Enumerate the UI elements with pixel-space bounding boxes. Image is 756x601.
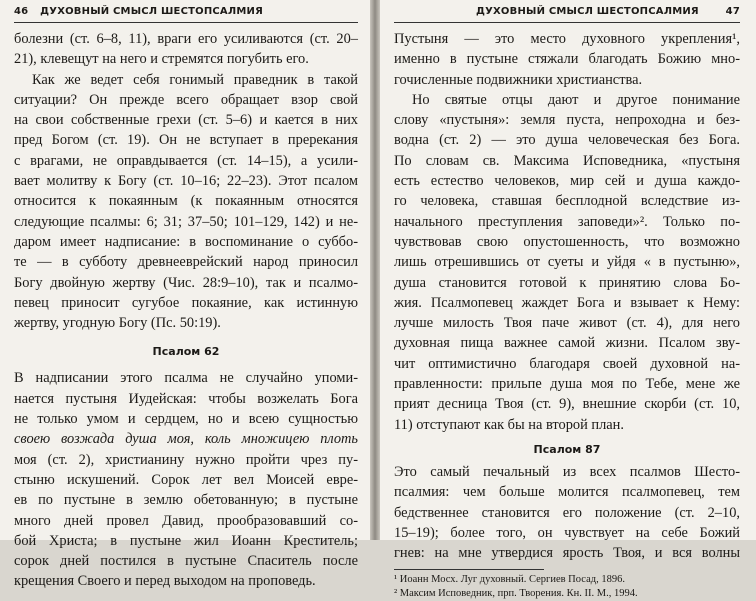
text-line: сорок дней постился в пустыне Спаситель после: [14, 553, 358, 570]
text-line: В надписании этого псалма не случайно упоми-: [14, 370, 358, 387]
footnote-rule: [394, 569, 544, 570]
text-line: Это самый печальный из всех псалмов Шесто-: [394, 463, 740, 480]
text-line: нается пустыня Иудейская: чтобы возжелать Бога: [14, 390, 358, 407]
left-text-block-1: [14, 29, 358, 333]
text-line: лучше милость Твоя паче живот (ст. 4), для него: [394, 315, 740, 332]
left-header-rule: [14, 22, 358, 23]
text-line: правленности: прильпе душа моя по Тебе, мене же: [394, 376, 740, 393]
text-line: 15–19); более того, он чувствует на себе Божий: [394, 524, 740, 541]
right-header-title: ДУХОВНЫЙ СМЫСЛ ШЕСТОПСАЛМИЯ: [476, 6, 699, 17]
left-running-head: [14, 6, 358, 20]
text-line: прият десница Твоя (ст. 9), внешние скорби (ст. 10,: [394, 396, 740, 413]
right-text-block-2: [394, 462, 740, 563]
text-line: относится к покаянным (к покаянным относятся: [14, 193, 358, 210]
text-line: Богу двойную жертву (Чис. 28:9–10), так и псалмо-: [14, 274, 358, 291]
text-line: своею возжада душа моя, коль множицею плоть: [14, 431, 358, 448]
text-line: певец приносит сугубое покаяние, как истинную: [14, 294, 358, 311]
text-line: чувствовав свою опустошенность, что возможно: [394, 233, 740, 250]
text-line: начального преступления заповеди»². Только по-: [394, 213, 740, 230]
text-line: бой Христа; в пустыне жил Иоанн Креститель;: [14, 532, 358, 549]
section-heading-psalm-62: Псалом 62: [152, 345, 220, 359]
text-line: с врагами, не оправдывается (ст. 14–15), а усили-: [14, 152, 358, 169]
text-line: жия. Псалмопевец жаждет Бога и взывает к Нему:: [394, 294, 740, 311]
text-line: бедственнее становится его положение (ст. 2–10,: [394, 504, 740, 521]
text-line: ситуации? Он прежде всего обращает взор свой: [14, 91, 358, 108]
right-page-number: 47: [725, 6, 740, 17]
right-running-head: [394, 6, 740, 20]
text-line: лишь отрешившись от суеты и уйдя « в пустыню»,: [394, 254, 740, 271]
text-line: духовная пища важнее самой жизни. Псалом зву-: [394, 335, 740, 352]
section-heading-psalm-87: Псалом 87: [533, 442, 601, 456]
text-line: крещения Своего и перед выходом на проповедь.: [14, 573, 316, 590]
text-line: именно в пустыне стяжали благодать Божию мно-: [394, 51, 740, 68]
text-line: го человека, ставшая бесплодной вследствие из-: [394, 193, 740, 210]
text-line: чит оптимистично благодаря своей духовной на-: [394, 355, 740, 372]
text-line: моя (ст. 2), христианину нужно пройти чрез пу-: [14, 451, 358, 468]
text-line: Но святые отцы дают и другое понимание: [412, 91, 740, 108]
right-header-rule: [394, 22, 740, 23]
text-line: жертву, угодную Богу (Пс. 50:19).: [14, 315, 221, 332]
text-line: гнев: на мне утвердися ярость Твоя, и вся волны: [394, 545, 740, 562]
right-text-block-1: [394, 29, 740, 435]
text-line: вает молитву к Богу (ст. 10–16; 22–23). Этот псалом: [14, 173, 358, 190]
footnote-1: ¹ Иоанн Мосх. Луг духовный. Сергиев Посад, 1896.: [394, 574, 625, 586]
text-line: на свои собственные грехи (ст. 5–6) и кается в них: [14, 112, 358, 129]
book-gutter: [370, 0, 380, 540]
footnote-2: ² Максим Исповедник, прп. Творения. Кн. II. М., 1994.: [394, 588, 638, 600]
text-line: ев по пустыне в землю обетованную; в пустыне: [14, 492, 358, 509]
text-line: даром имеет надписание: в воспоминание о суббо-: [14, 233, 358, 250]
left-text-block-2: [14, 368, 358, 591]
text-line: водна (ст. 2) — это душа человеческая без Бога.: [394, 132, 740, 149]
text-line: много дней провел Давид, прообразовавший со-: [14, 512, 358, 529]
text-line: стыню искушений. Сорок лет вел Моисей евре-: [14, 471, 358, 488]
left-page-number: 46: [14, 6, 29, 17]
text-line: По словам св. Максима Исповедника, «пустыня: [394, 152, 740, 169]
text-line: болезни (ст. 6–8, 11), враги его усиливаются (ст. 20–: [14, 31, 358, 47]
text-line: те — в субботу древнееврейский народ приносил: [14, 254, 358, 271]
left-header-title: ДУХОВНЫЙ СМЫСЛ ШЕСТОПСАЛМИЯ: [40, 6, 263, 17]
right-page: [380, 0, 756, 600]
text-line: Как же ведет себя гонимый праведник в такой: [32, 71, 358, 88]
text-line: пред Богом (ст. 19). Он не вступает в пререкания: [14, 132, 358, 149]
text-line: псалмия: чем больше молится псалмопевец, тем: [394, 484, 740, 501]
text-line: гочисленные подвижники христианства.: [394, 71, 643, 88]
text-line: Пустыня — это место духовного укрепления¹,: [394, 31, 740, 47]
text-line: 21), клевещут на него и стремятся погубить его.: [14, 51, 309, 68]
text-line: 11) отступают как бы на второй план.: [394, 416, 624, 433]
text-line: слову «пустыня»: земля пуста, непроходна и без-: [394, 112, 740, 129]
left-page: [0, 0, 370, 590]
text-line: следующие псалмы: 6; 31; 37–50; 101–129, 142) и не-: [14, 213, 358, 230]
text-line: есть естество человеков, мир сей и душа каждо-: [394, 173, 740, 190]
text-line: душа становится готовой к принятию слова Бо-: [394, 274, 740, 291]
text-line: не только умом и сердцем, но и всею сущностью: [14, 411, 358, 428]
